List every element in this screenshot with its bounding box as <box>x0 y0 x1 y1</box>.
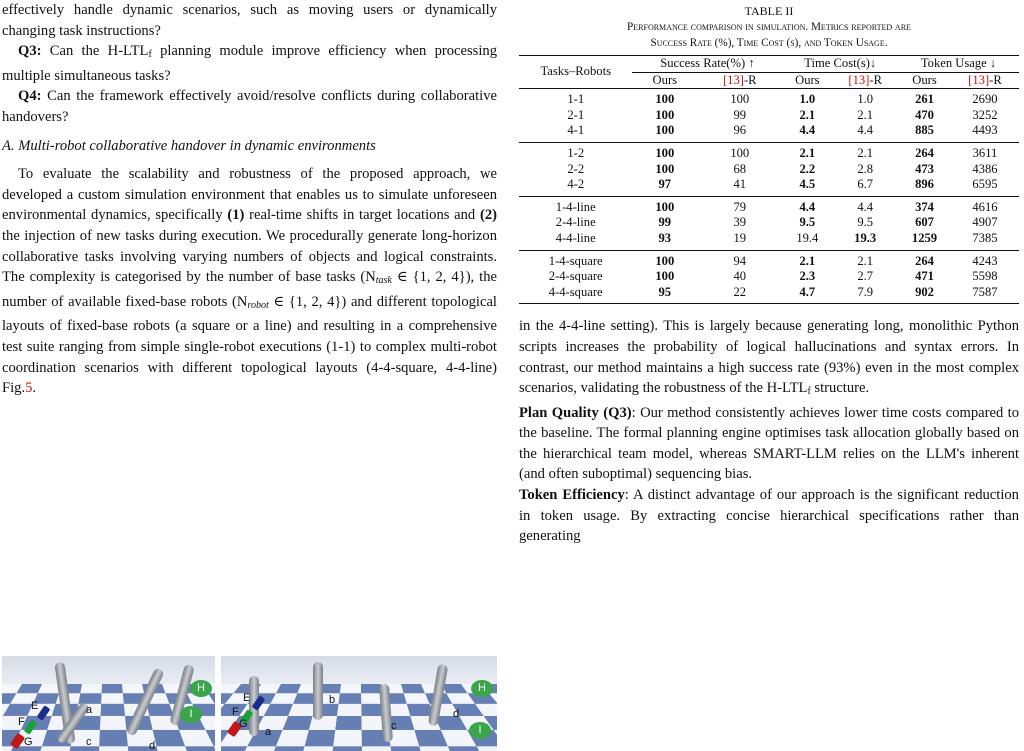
cell-time-ours: 4.4 <box>799 199 816 214</box>
cell-task: 4-4-square <box>548 284 603 299</box>
robot-arm <box>313 662 323 720</box>
goal-i: I <box>180 706 202 723</box>
cell-success-baseline: 41 <box>733 177 747 192</box>
cell-success-baseline: 100 <box>730 145 750 160</box>
cell-token-ours: 374 <box>915 199 934 214</box>
cell-token-baseline: 3252 <box>972 107 998 122</box>
cell-time-ours: 4.4 <box>799 123 816 138</box>
right-text <box>519 316 1019 547</box>
citation-link[interactable]: [13] <box>968 72 990 87</box>
p1-b: real-time shifts in target locations and <box>244 207 480 224</box>
cell-task: 4-2 <box>567 177 585 192</box>
cell-success-ours: 100 <box>655 161 675 176</box>
cell-time-ours: 4.5 <box>799 177 816 192</box>
p1-d: ∈ {1, 2, 4}), the number of available fixed-base robots (N <box>2 269 497 310</box>
col-time-cost: Time Cost(s)↓ <box>782 56 898 73</box>
token-efficiency-paragraph <box>519 485 1019 547</box>
cell-token-ours: 885 <box>915 123 934 138</box>
col-tasks-robots: Tasks–Robots <box>540 64 611 79</box>
q3-text: Can the H-LTL <box>41 43 149 60</box>
token-efficiency-label: Token Efficiency <box>519 487 625 504</box>
block-label: F <box>232 706 239 718</box>
cell-success-ours: 100 <box>655 145 675 160</box>
q4-label: Q4: <box>18 88 42 105</box>
cell-time-ours: 2.3 <box>799 269 816 284</box>
citation-link[interactable]: [13] <box>722 72 744 87</box>
n-robot-subscript: robot <box>247 299 269 311</box>
cell-success-ours: 100 <box>655 199 675 214</box>
cell-token-ours: 261 <box>915 92 934 107</box>
robot-label: d <box>149 740 156 751</box>
cell-time-ours: 2.1 <box>799 107 816 122</box>
cell-token-baseline: 4493 <box>972 123 998 138</box>
cell-token-baseline: 6595 <box>972 177 998 192</box>
cell-token-ours: 264 <box>915 145 934 160</box>
robot-label: c <box>391 720 397 732</box>
p1-a: To evaluate the scalability and robustness of the proposed approach, we developed a custom simulation environment that enables us to simulate unforeseen environmental dynamics, specifically <box>2 166 497 224</box>
cell-time-ours: 4.7 <box>799 284 816 299</box>
table-row <box>519 196 1019 215</box>
cell-success-ours: 100 <box>655 107 675 122</box>
cell-task: 1-2 <box>567 145 585 160</box>
cell-token-baseline: 4386 <box>972 161 998 176</box>
block-label: F <box>18 716 25 728</box>
subcol-ours: Ours <box>912 72 937 87</box>
p1-bold-1: (1) <box>227 207 245 224</box>
table-row <box>519 162 1019 178</box>
block-label: G <box>239 718 248 730</box>
cell-time-ours: 2.1 <box>799 145 816 160</box>
subcol-baseline <box>832 72 898 89</box>
cell-time-baseline: 2.1 <box>857 253 874 268</box>
cell-time-ours: 9.5 <box>799 215 816 230</box>
cell-token-ours: 902 <box>915 284 934 299</box>
robot-label: d <box>453 708 460 720</box>
cell-task: 4-4-line <box>555 230 596 245</box>
intro-paragraph: effectively handle dynamic scenarios, such as moving users or dynamically changing task instructions? <box>2 2 497 39</box>
q3-label: Q3: <box>18 43 42 60</box>
r1-b: structure. <box>810 380 870 397</box>
cell-task: 2-4-square <box>548 269 603 284</box>
cell-success-ours: 100 <box>655 123 675 138</box>
cell-time-ours: 1.0 <box>799 92 816 107</box>
robot-label: c <box>86 736 92 748</box>
plan-quality-text: : Our method consistently achieves lower time costs compared to the baseline. The formal planning engine optimises task allocation globally based on the hierarchical team model, whereas SMART-LLM relies on the LLM's inherent (and often suboptimal) sequencing bias. <box>519 404 1020 483</box>
table-row <box>519 269 1019 285</box>
cell-token-baseline: 4243 <box>972 253 998 268</box>
cell-success-baseline: 39 <box>733 215 747 230</box>
r1-sub: f <box>807 386 811 398</box>
table-row <box>519 250 1019 269</box>
left-column <box>2 0 497 399</box>
cell-success-baseline: 19 <box>733 230 747 245</box>
subcol-baseline <box>697 72 782 89</box>
cell-token-baseline: 3611 <box>972 145 998 160</box>
table-number: TABLE II <box>744 4 794 18</box>
table-row <box>519 142 1019 161</box>
goal-i: I <box>469 722 491 739</box>
cell-time-baseline: 9.5 <box>857 215 874 230</box>
cell-time-ours: 2.1 <box>799 253 816 268</box>
cell-time-baseline: 19.3 <box>854 230 877 245</box>
cell-success-baseline: 22 <box>733 284 747 299</box>
table-caption-line-1: Performance comparison in simulation. Metrics reported are <box>627 21 911 33</box>
cell-token-ours: 473 <box>915 161 934 176</box>
plan-quality-paragraph <box>519 403 1019 485</box>
cell-token-baseline: 2690 <box>972 92 998 107</box>
plan-quality-label: Plan Quality (Q3) <box>519 404 632 421</box>
q4-text: Can the framework effectively avoid/resolve conflicts during collaborative handovers? <box>2 88 497 125</box>
body-paragraph <box>2 164 497 399</box>
cell-task: 1-1 <box>567 92 585 107</box>
cell-success-ours: 95 <box>658 284 672 299</box>
cell-time-baseline: 2.8 <box>857 161 874 176</box>
cell-task: 1-4-line <box>555 199 596 214</box>
robot-label: b <box>329 694 336 706</box>
cell-time-baseline: 2.7 <box>857 269 874 284</box>
cell-token-ours: 471 <box>915 269 934 284</box>
subcol-ours: Ours <box>795 72 820 87</box>
q3-subscript: f <box>148 49 152 61</box>
cell-time-baseline: 1.0 <box>857 92 874 107</box>
table-row <box>519 231 1019 250</box>
cell-task: 2-1 <box>567 107 585 122</box>
p1-f: . <box>32 380 37 397</box>
cell-success-baseline: 68 <box>733 161 747 176</box>
block-label: E <box>243 692 251 704</box>
baseline-suffix: -R <box>743 72 757 87</box>
baseline-suffix: -R <box>989 72 1002 87</box>
table-caption-line-2: Success Rate (%), Time Cost (s), and Token Usage. <box>650 37 888 49</box>
goal-h: H <box>190 680 212 697</box>
cell-success-baseline: 96 <box>733 123 747 138</box>
p1-bold-2: (2) <box>479 207 498 224</box>
cell-time-baseline: 4.4 <box>857 123 874 138</box>
question-q3 <box>2 41 497 86</box>
subcol-baseline <box>951 72 1019 89</box>
baseline-suffix: -R <box>869 72 882 87</box>
cell-token-baseline: 5598 <box>972 269 998 284</box>
cell-time-baseline: 6.7 <box>857 177 874 192</box>
cell-success-ours: 97 <box>658 177 672 192</box>
cell-success-ours: 93 <box>658 230 672 245</box>
table-body <box>519 89 1019 304</box>
token-efficiency-text: : A distinct advantage of our approach is the significant reduction in token usage. By extracting concise hierarchical specifications rather than generating <box>519 487 1019 545</box>
n-task-subscript: task <box>375 275 392 287</box>
cell-task: 2-2 <box>567 161 585 176</box>
table-row <box>519 215 1019 231</box>
col-token-usage: Token Usage ↓ <box>898 56 1019 73</box>
cell-success-baseline: 100 <box>730 92 750 107</box>
cell-success-baseline: 79 <box>733 199 747 214</box>
cell-token-baseline: 7385 <box>972 230 998 245</box>
table-row <box>519 89 1019 108</box>
cell-time-baseline: 4.4 <box>857 199 874 214</box>
p1-c: the injection of new tasks during execution. We procedurally generate long-horizon collaborative tasks involving varying numbers of objects and logical constraints. The complexity is categorised by the number of base tasks (N <box>2 227 497 286</box>
robot-label: a <box>86 704 93 716</box>
cell-success-baseline: 94 <box>733 253 747 268</box>
results-paragraph <box>519 316 1019 402</box>
robot-label: a <box>265 726 272 738</box>
cell-token-baseline: 7587 <box>972 284 998 299</box>
cell-time-baseline: 2.1 <box>857 107 874 122</box>
cell-task: 4-1 <box>567 123 585 138</box>
table-row <box>519 108 1019 124</box>
cell-success-ours: 100 <box>655 92 675 107</box>
cell-token-ours: 607 <box>915 215 934 230</box>
cell-success-ours: 100 <box>655 253 675 268</box>
goal-h: H <box>471 680 493 697</box>
cell-success-baseline: 99 <box>733 107 747 122</box>
cell-time-ours: 19.4 <box>796 230 819 245</box>
table-row <box>519 285 1019 304</box>
subcol-ours: Ours <box>652 72 678 87</box>
simulation-figure <box>2 656 497 751</box>
cell-time-baseline: 2.1 <box>857 145 874 160</box>
block-label: G <box>24 736 33 748</box>
cell-token-ours: 896 <box>915 177 934 192</box>
results-table <box>519 55 1019 304</box>
cell-time-baseline: 7.9 <box>857 284 874 299</box>
cell-task: 2-4-line <box>555 215 596 230</box>
cell-token-ours: 1259 <box>911 230 938 245</box>
table-row <box>519 177 1019 196</box>
cell-token-baseline: 4616 <box>972 199 998 214</box>
section-title: A. Multi-robot collaborative handover in dynamic environments <box>2 137 376 154</box>
cell-token-baseline: 4907 <box>972 215 998 230</box>
citation-link[interactable]: [13] <box>848 72 870 87</box>
q3-text-2: planning module improve efficiency when processing multiple simultaneous tasks? <box>2 43 497 84</box>
right-column <box>519 0 1019 547</box>
cell-success-ours: 100 <box>655 269 675 284</box>
simulation-panel-line <box>2 656 215 751</box>
col-success-rate: Success Rate(%) ↑ <box>632 56 782 73</box>
simulation-panel-square <box>221 656 497 751</box>
block-label: E <box>31 700 39 712</box>
cell-token-ours: 264 <box>915 253 934 268</box>
cell-token-ours: 470 <box>915 107 934 122</box>
cell-time-ours: 2.2 <box>799 161 816 176</box>
cell-success-baseline: 40 <box>733 269 747 284</box>
r1-a: in the 4-4-line setting). This is largely because generating long, monolithic Python scripts increases the probability of logical hallucinations and syntax errors. In contrast, our method maintains a high success rate (93%) even in the most complex scenarios, validating the robustness of the H-LTL <box>519 318 1019 397</box>
cell-task: 1-4-square <box>548 253 603 268</box>
question-q4 <box>2 86 497 127</box>
cell-success-ours: 99 <box>658 215 672 230</box>
table-row <box>519 123 1019 142</box>
p1-e: ∈ {1, 2, 4}) and different topological layouts of fixed-base robots (a square or a line) and resulting in a comprehensive test suite ranging from simple single-robot executions (1-1) to complex multi-robot coordination scenarios with different topological layouts (4-4-square, 4-4-line) Fig. <box>2 293 497 397</box>
figure-link[interactable]: 5 <box>25 380 33 397</box>
